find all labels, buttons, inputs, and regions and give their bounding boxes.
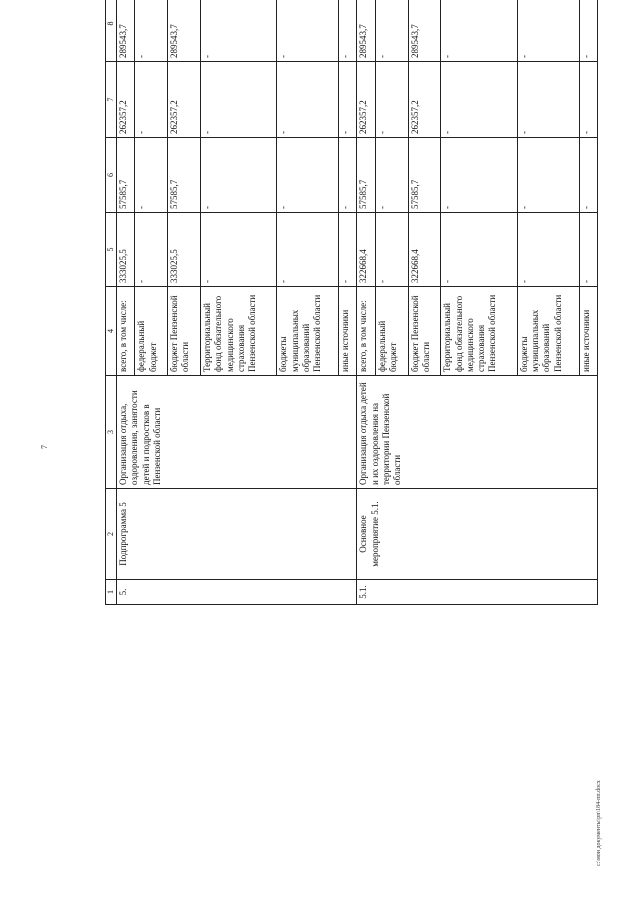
value-cell: 333025,5 [168, 213, 201, 287]
footer-file-path: c:\мои документы\рп\184-пп.docx [596, 780, 602, 866]
row-description-cell: Организация отдыха детей и их оздоровления на территории Пензенской области [357, 376, 598, 489]
value-cell: - [201, 0, 277, 62]
value-cell: - [135, 62, 168, 138]
value-cell: - [441, 213, 517, 287]
header-cell: 2 [106, 489, 117, 580]
funding-source-cell: федеральный бюджет [375, 287, 408, 376]
value-cell: 57585,7 [117, 138, 135, 213]
value-cell: - [277, 138, 339, 213]
page-number: 7 [40, 445, 49, 449]
value-cell: 262357,2 [168, 62, 201, 138]
funding-source-cell: иные источники [339, 287, 357, 376]
header-row [106, 0, 117, 605]
value-cell: - [277, 213, 339, 287]
header-cell: 7 [106, 62, 117, 138]
value-cell: - [579, 0, 597, 62]
value-cell: 262357,2 [357, 62, 375, 138]
value-cell: - [375, 213, 408, 287]
value-cell: - [375, 0, 408, 62]
funding-source-cell: бюджеты муниципальных образований Пензенской области [517, 287, 579, 376]
value-cell: - [339, 213, 357, 287]
row-description-cell: Организация отдыха, оздоровления, занятости детей и подростков в Пензенской области [117, 376, 357, 489]
value-cell: - [201, 213, 277, 287]
value-cell: - [517, 0, 579, 62]
value-cell: - [579, 62, 597, 138]
value-cell: 289543,7 [408, 0, 441, 62]
value-cell: - [517, 62, 579, 138]
value-cell: - [277, 62, 339, 138]
header-cell: 6 [106, 138, 117, 213]
value-cell: 289543,7 [168, 0, 201, 62]
funding-source-cell: всего, в том числе: [117, 287, 135, 376]
value-cell: - [441, 0, 517, 62]
funding-source-cell: Территориальный фонд обязательного медицинского страхования Пензенской области [441, 287, 517, 376]
value-cell: - [517, 213, 579, 287]
value-cell: - [339, 62, 357, 138]
value-cell: - [135, 0, 168, 62]
header-cell: 3 [106, 376, 117, 489]
value-cell: 262357,2 [408, 62, 441, 138]
value-cell: - [339, 138, 357, 213]
value-cell: - [277, 0, 339, 62]
value-cell: - [579, 213, 597, 287]
value-cell: 57585,7 [168, 138, 201, 213]
value-cell: - [201, 138, 277, 213]
value-cell: - [579, 138, 597, 213]
value-cell: - [135, 213, 168, 287]
funding-source-cell: бюджеты муниципальных образований Пензенской области [277, 287, 339, 376]
funding-source-cell: федеральный бюджет [135, 287, 168, 376]
row-number-cell: 5.1. [357, 580, 598, 605]
funding-table [105, 0, 598, 605]
header-cell: 5 [106, 213, 117, 287]
value-cell: - [201, 62, 277, 138]
row-name-cell: Основное мероприятие 5.1. [357, 489, 598, 580]
value-cell: - [441, 138, 517, 213]
value-cell: 333025,5 [117, 213, 135, 287]
value-cell: - [375, 138, 408, 213]
header-cell: 4 [106, 287, 117, 376]
value-cell: - [375, 62, 408, 138]
value-cell: - [135, 138, 168, 213]
funding-source-cell: иные источники [579, 287, 597, 376]
funding-source-cell: бюджет Пензенской области [168, 287, 201, 376]
table-row [117, 0, 135, 605]
table-body [106, 0, 598, 605]
funding-source-cell: всего, в том числе: [357, 287, 375, 376]
value-cell: - [339, 0, 357, 62]
value-cell: - [441, 62, 517, 138]
header-cell: 1 [106, 580, 117, 605]
funding-source-cell: бюджет Пензенской области [408, 287, 441, 376]
value-cell: - [517, 138, 579, 213]
funding-source-cell: Территориальный фонд обязательного медицинского страхования Пензенской области [201, 287, 277, 376]
table-row [357, 0, 375, 605]
row-number-cell: 5. [117, 580, 357, 605]
value-cell: 322668,4 [408, 213, 441, 287]
value-cell: 322668,4 [357, 213, 375, 287]
value-cell: 57585,7 [357, 138, 375, 213]
value-cell: 289543,7 [357, 0, 375, 62]
value-cell: 57585,7 [408, 138, 441, 213]
funding-table-sheet [105, 0, 598, 605]
header-cell: 8 [106, 0, 117, 62]
value-cell: 289543,7 [117, 0, 135, 62]
row-name-cell: Подпрограмма 5 [117, 489, 357, 580]
value-cell: 262357,2 [117, 62, 135, 138]
